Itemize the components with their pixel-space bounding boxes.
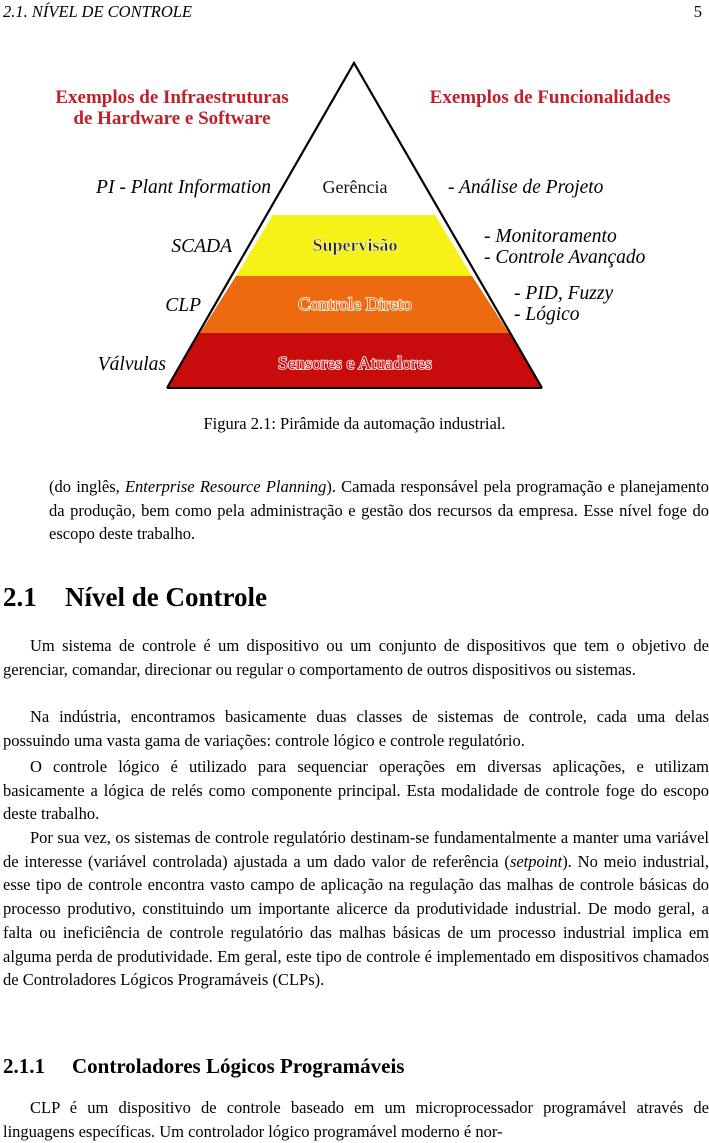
left-heading-line2: de Hardware e Software	[73, 108, 271, 129]
intro-paragraph	[49, 475, 709, 546]
intro-after: ). Camada responsável pela programação e planejamento da produção, bem como pela administração e gestão dos recursos da empresa. Esse nível foge do escopo deste trabalho.	[49, 477, 709, 544]
page-number: 5	[693, 2, 702, 21]
subsection-number: 2.1.1	[3, 1054, 45, 1078]
section-heading	[3, 582, 267, 613]
subsection-heading	[3, 1054, 404, 1079]
p4-before: Por sua vez, os sistemas de controle regulatório destinam-se fundamentalmente a manter uma variável de interesse (variável controlada) ajustada a um dado valor de referência (	[3, 828, 709, 871]
running-header	[3, 2, 702, 24]
right-heading: Exemplos de Funcionalidades	[429, 87, 671, 108]
p4-after: ). No meio industrial, esse tipo de controle encontra vasto campo de aplicação na regulação das malhas de controle básicas do processo produtivo, constituindo um importante alicerce da produtividade industrial. De modo geral, a falta ou ineficiência de controle regulatório das malhas básicas de um processo industrial implica em alguma perda de produtividade. Em geral, este tipo de controle é implementado em dispositivos chamados de Controladores Lógicos Programáveis (CLPs).	[3, 851, 709, 990]
pyramid-diagram	[0, 60, 709, 400]
right-label-controle-1: - PID, Fuzzy	[514, 283, 614, 304]
right-label-gerencia-1: - Análise de Projeto	[448, 177, 604, 198]
subsection-title: Controladores Lógicos Programáveis	[72, 1054, 405, 1078]
level-gerencia: Gerência	[322, 177, 388, 197]
p4-term: setpoint	[509, 851, 563, 871]
paragraph-1: Um sistema de controle é um dispositivo ou um conjunto de dispositivos que tem o objetivo de gerenciar, comandar, direcionar ou regular o comportamento de outros dispositivos ou sistemas.	[3, 636, 709, 679]
section-title: Nível de Controle	[65, 582, 267, 612]
paragraph-4	[3, 826, 709, 992]
right-label-supervisao-2: - Controle Avançado	[484, 247, 646, 268]
right-label-controle-2: - Lógico	[514, 304, 580, 325]
right-label-supervisao-1: - Monitoramento	[484, 226, 617, 247]
left-label-sensores: Válvulas	[97, 354, 166, 375]
paragraph-5: CLP é um dispositivo de controle baseado em um microprocessador programável através de linguagens específicas. Um controlador lógico programável moderno é nor-	[3, 1098, 709, 1141]
intro-term: Enterprise Resource Planning	[124, 477, 327, 496]
level-controle-direto: Controle Direto	[298, 294, 412, 314]
paragraph-2: Na indústria, encontramos basicamente duas classes de sistemas de controle, cada uma delas possuindo uma vasta gama de variações: controle lógico e controle regulatório.	[3, 707, 709, 750]
section-number: 2.1	[3, 582, 37, 612]
left-heading-line1: Exemplos de Infraestruturas	[55, 87, 289, 108]
intro-before: (do inglês,	[49, 477, 125, 496]
level-supervisao: Supervisão	[312, 235, 398, 255]
running-title: 2.1. NÍVEL DE CONTROLE	[3, 2, 193, 21]
left-label-controle-direto: CLP	[165, 295, 201, 316]
left-label-supervisao: SCADA	[171, 236, 232, 257]
left-label-gerencia: PI - Plant Information	[96, 177, 271, 198]
level-sensores-atuadores: Sensores e Atuadores	[278, 353, 432, 373]
paragraph-3: O controle lógico é utilizado para sequenciar operações em diversas aplicações, e utilizam basicamente a lógica de relés como componente principal. Esta modalidade de controle foge do escopo deste trabalho.	[3, 757, 709, 824]
figure-caption: Figura 2.1: Pirâmide da automação industrial.	[203, 414, 506, 433]
automation-pyramid-figure	[0, 60, 709, 400]
